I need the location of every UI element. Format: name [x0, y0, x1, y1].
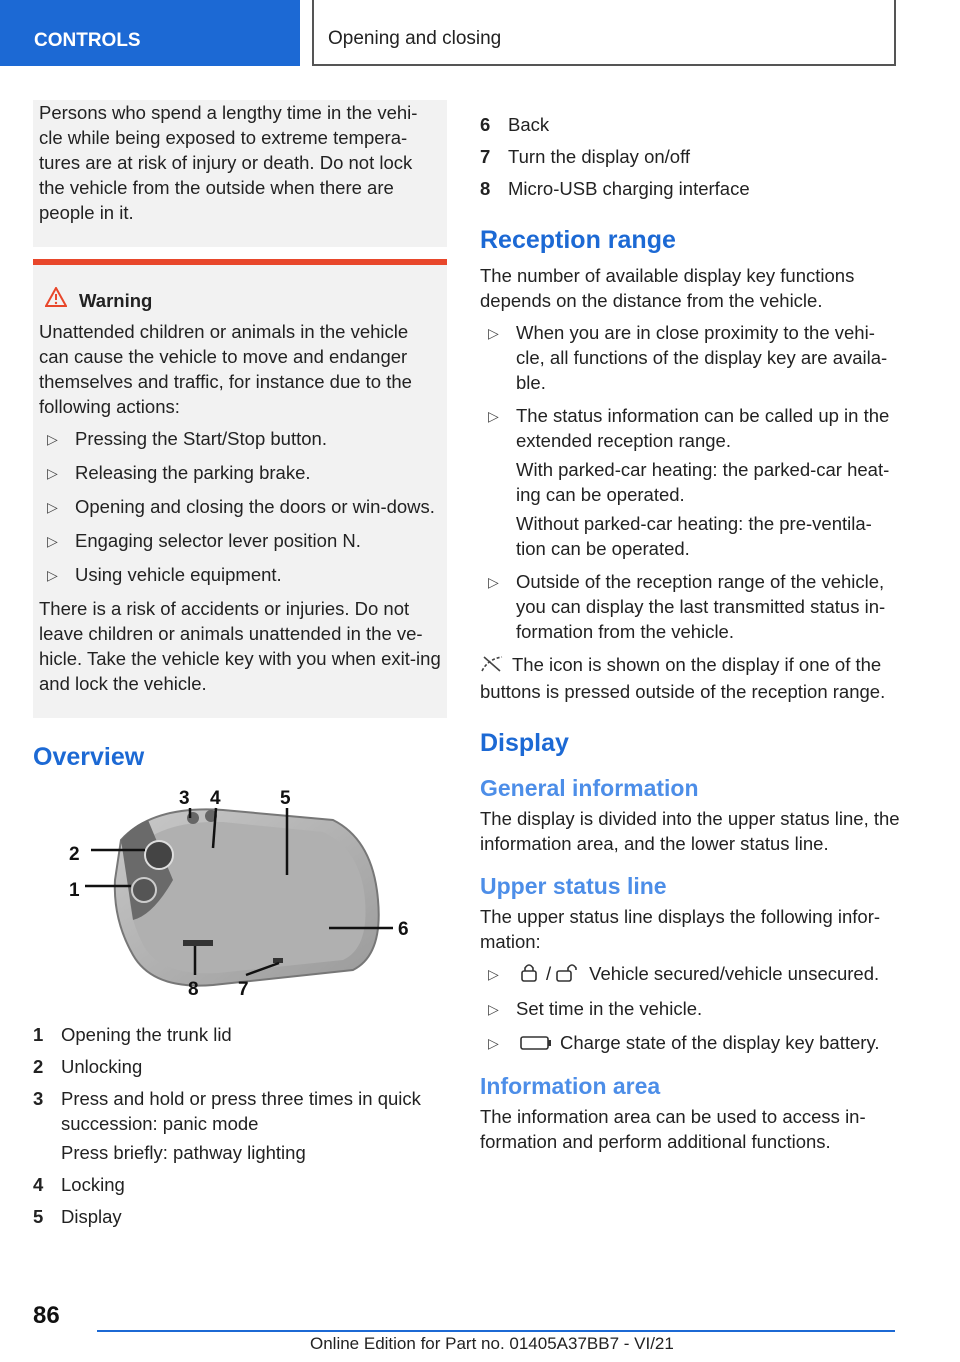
warning-heading: Warning — [39, 287, 441, 313]
warning-bullet: ▷ Pressing the Start/Stop button. — [39, 426, 441, 452]
reception-heading: Reception range — [480, 226, 676, 254]
page-header — [0, 0, 960, 66]
section-tab: CONTROLS — [0, 0, 300, 66]
triangle-bullet-icon: ▷ — [47, 567, 58, 583]
figure-label: 2 — [69, 844, 80, 865]
upper-status-heading: Upper status line — [480, 872, 667, 899]
triangle-bullet-icon: ▷ — [47, 431, 58, 447]
status-bullet: ▷ Set time in the vehicle. — [480, 996, 900, 1022]
warning-bullet: ▷ Opening and closing the doors or win-dows. — [39, 494, 441, 520]
display-key-figure — [33, 780, 447, 1010]
triangle-bullet-icon: ▷ — [488, 1034, 499, 1051]
reception-intro: The number of available display key functions depends on the distance from the vehicle. — [480, 265, 855, 311]
triangle-bullet-icon: ▷ — [47, 533, 58, 549]
figure-label: 5 — [280, 788, 291, 809]
list-item: 5 Display — [33, 1206, 122, 1227]
list-item: 8 Micro-USB charging interface — [480, 178, 750, 199]
footer-edition: Online Edition for Part no. 01405A37BB7 - VI/21 — [310, 1334, 674, 1353]
page-number: 86 — [33, 1302, 60, 1329]
triangle-bullet-icon: ▷ — [47, 499, 58, 515]
triangle-bullet-icon: ▷ — [488, 1000, 499, 1017]
battery-icon — [520, 1031, 552, 1056]
figure-label: 1 — [69, 880, 80, 901]
warning-triangle-icon — [45, 287, 67, 313]
status-bullet: ▷ / Vehicle secured/vehicle unsecured. — [480, 961, 900, 988]
status-bullet: ▷ Charge state of the display key battery. — [480, 1030, 900, 1057]
list-item: 3 Press and hold or press three times in quick succession: panic mode Press briefly: pathway lighting — [33, 1088, 421, 1163]
list-item: 1 Opening the trunk lid — [33, 1024, 232, 1045]
general-info-text: The display is divided into the upper status line, the information area, and the lower status line. — [480, 807, 900, 854]
chapter-title: Opening and closing — [312, 0, 896, 66]
lock-open-icon — [555, 962, 581, 988]
warning-outro: There is a risk of accidents or injuries. Do not leave children or animals unattended in the ve-hicle. Take the vehicle key with you when exit-ing and lock the vehicle. — [39, 598, 441, 694]
triangle-bullet-icon: ▷ — [488, 325, 499, 341]
reception-bullet: ▷ Outside of the reception range of the vehicle, you can display the last transmitted status in-formation from the vehicle. — [480, 569, 900, 644]
figure-label: 4 — [210, 788, 221, 809]
warning-bullet: ▷ Using vehicle equipment. — [39, 562, 441, 588]
info-area-text: The information area can be used to access in-formation and perform additional functions. — [480, 1106, 866, 1153]
right-column — [480, 112, 900, 1161]
out-of-range-note: The icon is shown on the display if one of the buttons is pressed outside of the reception range. — [480, 654, 886, 702]
figure-label: 3 — [179, 788, 190, 809]
caution-text: Persons who spend a lengthy time in the vehi-cle while being exposed to extreme tempera-tures are at risk of injury or death. Do not lock the vehicle from the outside when there are people in it. — [39, 102, 418, 223]
warning-box — [33, 259, 447, 718]
list-item: 4 Locking — [33, 1174, 125, 1195]
overview-heading: Overview — [33, 743, 145, 771]
lock-closed-icon — [520, 962, 538, 988]
warning-intro: Unattended children or animals in the vehicle can cause the vehicle to move and endanger themselves and traffic, for instance due to the following actions: — [39, 321, 412, 417]
caution-box — [33, 100, 447, 247]
list-item: 6 Back — [480, 114, 550, 135]
figure-label: 8 — [188, 979, 199, 1000]
triangle-bullet-icon: ▷ — [47, 465, 58, 481]
triangle-bullet-icon: ▷ — [488, 408, 499, 424]
display-heading: Display — [480, 728, 569, 757]
out-of-range-icon — [480, 654, 504, 679]
list-item: 2 Unlocking — [33, 1056, 143, 1077]
info-area-heading: Information area — [480, 1073, 661, 1100]
upper-status-intro: The upper status line displays the following infor-mation: — [480, 905, 881, 952]
warning-bullet: ▷ Engaging selector lever position N. — [39, 528, 441, 554]
warning-bullet: ▷ Releasing the parking brake. — [39, 460, 441, 486]
footer-rule — [97, 1330, 895, 1332]
figure-label: 7 — [238, 979, 249, 1000]
reception-bullet: ▷ When you are in close proximity to the vehi-cle, all functions of the display key are availa-ble. — [480, 320, 900, 395]
general-info-heading: General information — [480, 774, 699, 801]
triangle-bullet-icon: ▷ — [488, 574, 499, 590]
left-column — [33, 100, 447, 1236]
list-item: 7 Turn the display on/off — [480, 146, 691, 167]
triangle-bullet-icon: ▷ — [488, 965, 499, 982]
figure-label: 6 — [398, 919, 409, 940]
reception-bullet: ▷ The status information can be called up in the extended reception range. With parked-car heating: the parked-car heat-ing can be operated. Without parked-car heating: the pre-ventila-tion can be operated. — [480, 403, 900, 561]
